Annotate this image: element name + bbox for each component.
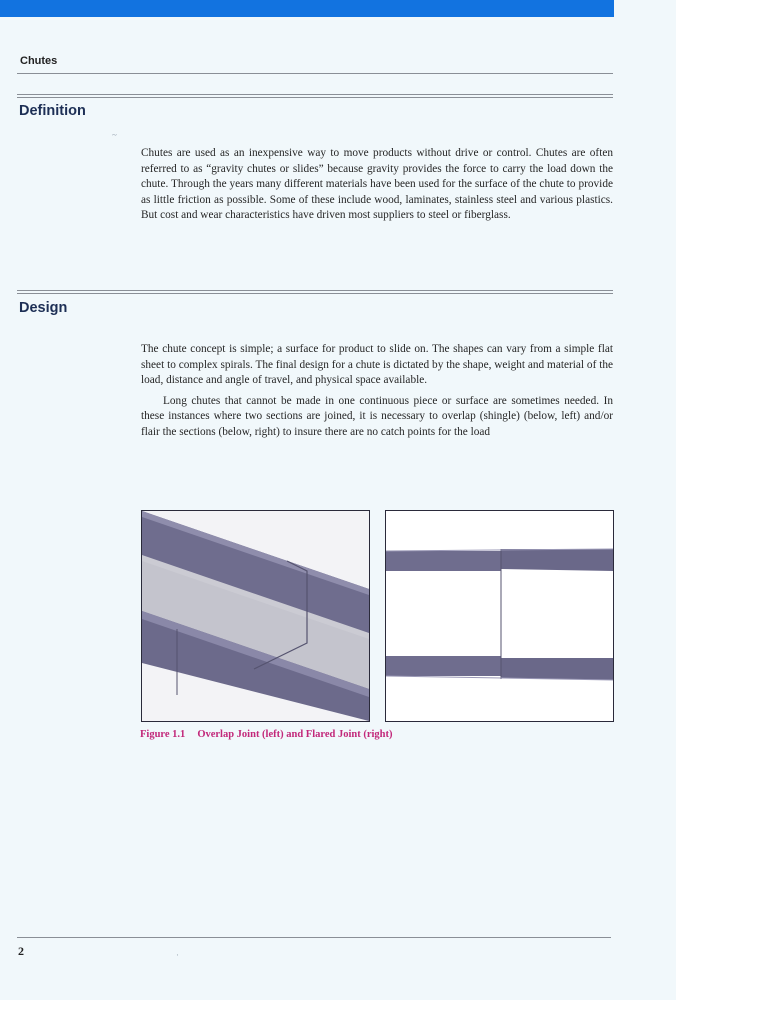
figure-caption-text: Overlap Joint (left) and Flared Joint (right) bbox=[197, 729, 393, 740]
figure-background bbox=[386, 511, 613, 721]
flared-bottom-rail-right bbox=[501, 658, 613, 680]
design-heading: Design bbox=[19, 300, 68, 316]
design-paragraph-1: The chute concept is simple; a surface for product to slide on. The shapes can vary from a simple flat sheet to complex spirals. The final design for a chute is dictated by the shape, weight and material of the load, distance and angle of travel, and physical space available. bbox=[141, 343, 613, 386]
page-number: 2 bbox=[18, 944, 24, 958]
definition-rule bbox=[17, 94, 613, 98]
running-header-title: Chutes bbox=[20, 55, 58, 67]
flared-top-rail-right bbox=[501, 549, 613, 571]
design-paragraph-2: Long chutes that cannot be made in one continuous piece or surface are sometimes needed. In these instances where two sections are joined, it is necessary to overlap (shingle) (below, left) and/or flair the sections (below, right) to insure there are no catch points for the load bbox=[141, 394, 613, 438]
top-color-bar bbox=[0, 0, 614, 17]
design-paragraph-block bbox=[141, 342, 613, 440]
overlap-joint-illustration bbox=[142, 511, 369, 721]
scan-speck: · bbox=[176, 950, 179, 960]
design-rule bbox=[17, 290, 613, 294]
flared-joint-illustration bbox=[386, 511, 613, 721]
definition-paragraph: Chutes are used as an inexpensive way to move products without drive or control. Chutes are often referred to as “gravity chutes or slides” because gravity provides the force to carry the load down the chute. Through the years many different materials have been used for the surface of the chute to provide as little friction as possible. Some of these include wood, laminates, stainless steel and various plastics. But cost and wear characteristics have driven most suppliers to steel or fiberglass. bbox=[141, 147, 613, 221]
scan-speck: ~ bbox=[112, 130, 117, 140]
footer-rule bbox=[17, 937, 611, 938]
flared-bottom-rail-left bbox=[386, 656, 501, 676]
definition-paragraph-block bbox=[141, 146, 613, 224]
definition-heading: Definition bbox=[19, 103, 86, 119]
overlap-joint-figure bbox=[141, 510, 370, 722]
flared-top-rail-left bbox=[386, 551, 501, 571]
figure-number: Figure 1.1 bbox=[140, 729, 186, 740]
flared-joint-figure bbox=[385, 510, 614, 722]
figure-caption bbox=[140, 729, 393, 740]
header-rule bbox=[17, 73, 613, 74]
